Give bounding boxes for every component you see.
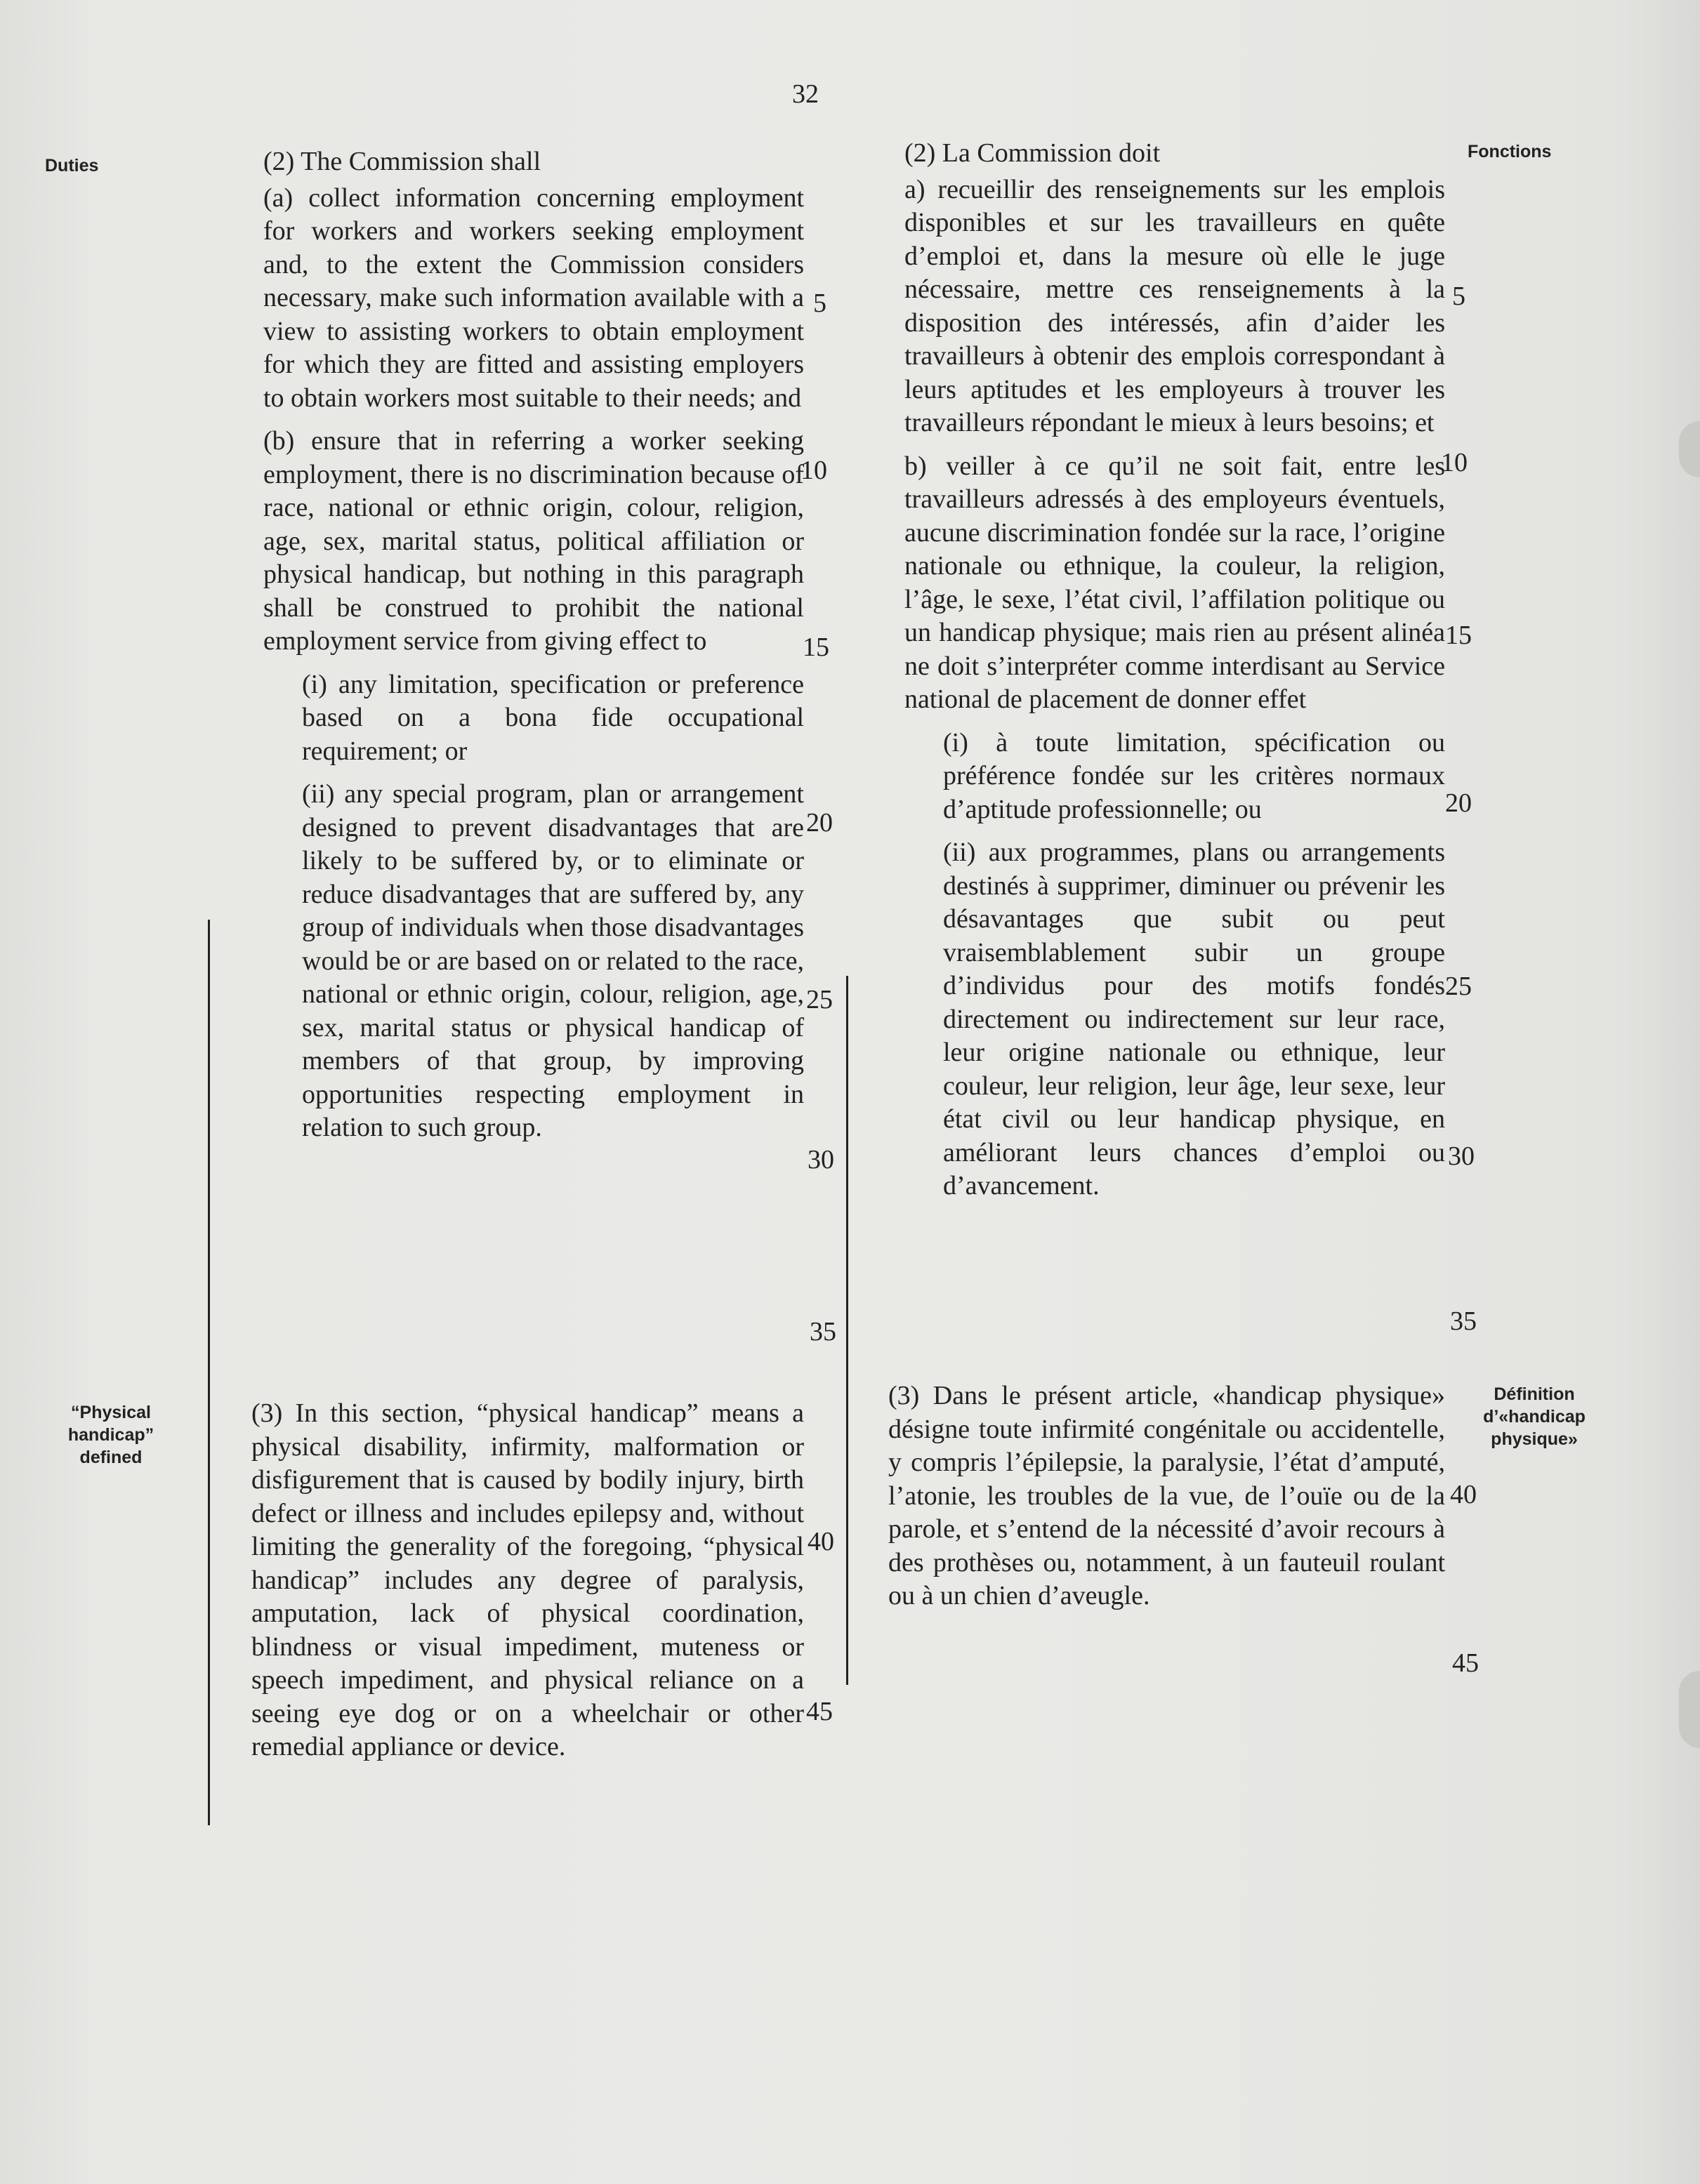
french-line-number-25: 25 <box>1445 972 1472 1001</box>
english-line-number-40: 40 <box>808 1527 834 1556</box>
change-bar-left <box>208 920 210 1825</box>
french-line-number-20: 20 <box>1445 788 1472 818</box>
margin-note-fonctions: Fonctions <box>1468 142 1552 161</box>
english-column <box>263 145 804 1155</box>
french-line-number-40: 40 <box>1450 1480 1477 1509</box>
english-paragraph-b: (b) ensure that in referring a worker seeking employment, there is no discrimination because of race, national or ethnic origin, colour, religion, age, sex, marital status, political affiliation or physical handicap, but nothing in this paragraph shall be construed to prohibit the national employment service from giving effect to <box>263 426 804 656</box>
english-line-number-5: 5 <box>813 289 826 318</box>
french-subsection-3: (3) Dans le présent article, «handicap physique» désigne toute infirmité congénitale ou accidentelle, y compris l’épilepsie, la paralysie, l’état d’amputé, l’atonie, les troubles de la vue, de l’ouïe ou de la parole, et s’entend de la nécessité d’avoir recours à des prothèses ou, notamment, à un fauteuil roulant ou à un chien d’aveugle. <box>888 1381 1445 1610</box>
english-subparagraph-i: (i) any limitation, specification or preference based on a bona fide occupational requirement; or <box>302 669 804 766</box>
french-line-number-35: 35 <box>1450 1306 1477 1336</box>
english-line-number-45: 45 <box>806 1697 833 1726</box>
french-column <box>904 137 1445 1213</box>
english-line-number-10: 10 <box>800 456 827 485</box>
french-line-number-30: 30 <box>1448 1141 1475 1171</box>
margin-note-duties: Duties <box>45 156 99 176</box>
english-line-number-30: 30 <box>808 1145 834 1174</box>
english-line-number-15: 15 <box>803 633 829 662</box>
french-line-number-15: 15 <box>1445 621 1472 650</box>
french-subparagraph-i: (i) à toute limitation, spécification ou préférence fondée sur les critères normaux d’aptitude professionnelle; ou <box>943 727 1445 824</box>
french-subparagraph-ii: (ii) aux programmes, plans ou arrangements destinés à supprimer, diminuer ou prévenir les désavantages que subit ou peut vraisemblablement subir un groupe d’individus pour des motifs fondés directement ou indirectement sur leur race, leur origine nationale ou ethnique, leur couleur, leur religion, leur âge, leur sexe, leur état civil ou leur handicap physique, en améliorant leurs chances d’emploi ou d’avancement. <box>943 838 1445 1200</box>
french-line-number-5: 5 <box>1452 282 1465 311</box>
english-subsection-3-block <box>251 1397 804 1774</box>
margin-note-definition-handicap: Définition d’«handicap physique» <box>1483 1384 1586 1449</box>
french-paragraph-a: a) recueillir des renseignements sur les emplois disponibles et sur les travailleurs en quête d’emploi et, dans la mesure où elle le juge nécessaire, mettre ces renseignements à la disposition des intéressés, afin d’aider les travailleurs à obtenir des emplois correspondant à leurs aptitudes et les employeurs à trouver les travailleurs répondant le mieux à leurs besoins; et <box>904 174 1445 437</box>
english-paragraph-a: (a) collect information concerning employment for workers and workers seeking employment and, to the extent the Commission considers necessary, make such information available with a view to assisting workers to obtain employment for which they are fitted and assisting employers to obtain workers most suitable to their needs; and <box>263 183 804 413</box>
binder-ring-top <box>1679 421 1700 477</box>
page-number: 32 <box>792 79 819 109</box>
english-subsection-2-intro: (2) The Commission shall <box>263 147 541 176</box>
french-paragraph-b: b) veiller à ce qu’il ne soit fait, entre les travailleurs adressés à des employeurs éventuels, aucune discrimination fondée sur la race, l’origine nationale ou ethnique, la couleur, la religion, l’âge, le sexe, l’état civil, l’affilation politique ou un handicap physique; mais rien au présent alinéa ne doit s’interpréter comme interdisant au Service national de placement de donner effet <box>904 451 1445 714</box>
english-subparagraph-ii: (ii) any special program, plan or arrangement designed to prevent disadvantages that are likely to be suffered by, or to eliminate or reduce disadvantages that are suffered by, any group of individuals when those disadvantages would be or are based on or related to the race, national or ethnic origin, colour, religion, age, sex, marital status or physical handicap of members of that group, by improving opportunities respecting employment in relation to such group. <box>302 779 804 1142</box>
french-line-number-10: 10 <box>1441 448 1468 477</box>
french-subsection-3-block <box>888 1379 1445 1623</box>
english-subsection-3: (3) In this section, “physical handicap” means a physical disability, infirmity, malformation or disfigurement that is caused by bodily injury, birth defect or illness and includes epilepsy and, without limiting the generality of the foregoing, “physical handicap” includes any degree of paralysis, amputation, lack of physical coordination, blindness or visual impediment, muteness or speech impediment, and physical reliance on a seeing eye dog or on a wheelchair or other remedial appliance or device. <box>251 1398 804 1761</box>
french-subsection-2-intro: (2) La Commission doit <box>904 138 1161 168</box>
english-line-number-25: 25 <box>806 985 833 1014</box>
margin-note-physical-handicap-defined: “Physical handicap” defined <box>67 1403 154 1467</box>
english-line-number-20: 20 <box>806 808 833 838</box>
change-bar-center <box>846 976 848 1685</box>
binder-ring-bottom <box>1679 1671 1700 1748</box>
english-line-number-35: 35 <box>810 1317 836 1346</box>
french-line-number-45: 45 <box>1452 1648 1479 1678</box>
